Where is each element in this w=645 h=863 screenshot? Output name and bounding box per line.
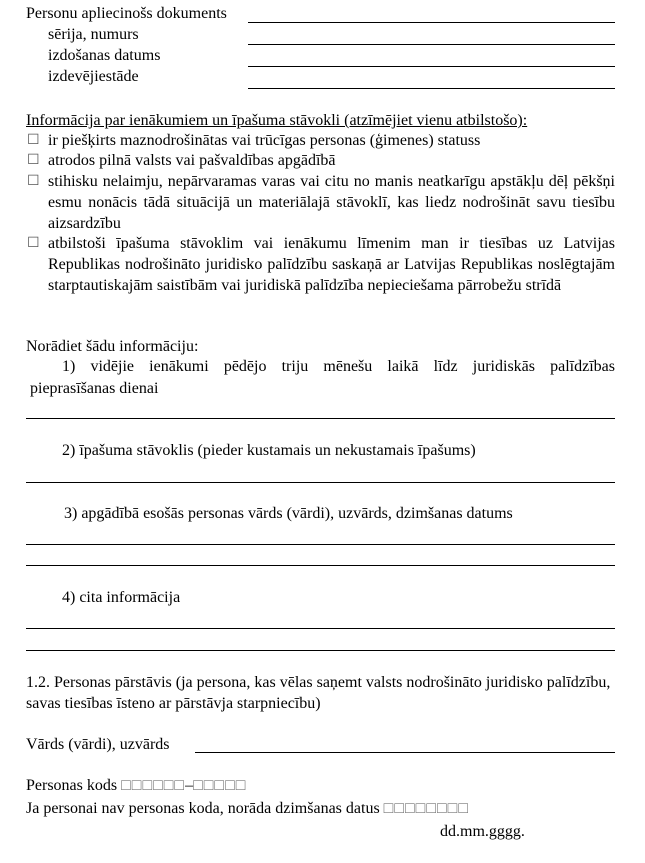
personal-code-dash: –: [185, 777, 194, 794]
issuer-label: izdevējiestāde: [48, 68, 139, 85]
option-2-text: atrodos pilnā valsts vai pašvaldības apgādībā: [48, 152, 336, 169]
checkbox-option-3[interactable]: ☐: [27, 174, 40, 189]
checkbox-option-2[interactable]: ☐: [27, 153, 40, 168]
question-3: 3) apgādībā esošās personas vārds (vārdi), uzvārds, dzimšanas datums: [64, 505, 513, 522]
question-1-line-1: 1) vidējie ienākumi pēdējo triju mēnešu laikā līdz juridiskās palīdzības: [62, 358, 615, 375]
question-4-field-1[interactable]: [26, 628, 615, 629]
question-2-field[interactable]: [26, 482, 615, 483]
question-1-line-2: pieprasīšanas dienai: [30, 380, 159, 397]
question-1-field[interactable]: [26, 418, 615, 419]
id-document-field[interactable]: [248, 22, 615, 23]
personal-code-label: Personas kods: [26, 777, 118, 794]
date-format-hint: dd.mm.gggg.: [440, 823, 525, 840]
question-3-field-1[interactable]: [26, 544, 615, 545]
no-code-label: Ja personai nav personas koda, norāda dzimšanas datus: [26, 800, 380, 817]
id-document-label: Personu apliecinošs dokuments: [26, 5, 227, 22]
info-heading: Informācija par ienākumiem un īpašuma stāvokli (atzīmējiet vienu atbilstošo):: [26, 112, 528, 129]
checkbox-option-4[interactable]: ☐: [27, 236, 40, 251]
question-3-field-2[interactable]: [26, 565, 615, 566]
checkbox-option-1[interactable]: ☐: [27, 133, 40, 148]
series-field[interactable]: [248, 44, 615, 45]
issue-date-field[interactable]: [248, 66, 615, 67]
name-label: Vārds (vārdi), uzvārds: [26, 736, 170, 753]
section-1-2-heading: 1.2. Personas pārstāvis (ja persona, kas vēlas saņemt valsts nodrošināto juridisko palīdzību, savas tiesības īsteno ar pārstāvja starpniecību): [26, 674, 611, 712]
question-2: 2) īpašuma stāvoklis (pieder kustamais un nekustamais īpašums): [62, 442, 476, 459]
no-code-row: [26, 798, 469, 819]
personal-code-boxes-2[interactable]: □□□□□: [193, 777, 247, 794]
question-4: 4) cita informācija: [62, 589, 181, 606]
issue-date-label: izdošanas datums: [48, 47, 161, 64]
personal-code-row: [26, 775, 246, 796]
option-4-text: atbilstoši īpašuma stāvoklim vai ienākumu līmenim man ir tiesības uz Latvijas Republikas nodrošināto juridisko palīdzību saskaņā ar Latvijas Republikas noslēgtajām starptautiskajām saistībām vai juridiskā palīdzība nepieciešama pārrobežu strīdā: [48, 235, 615, 294]
question-4-field-2[interactable]: [26, 650, 615, 651]
option-1-text: ir piešķirts maznodrošinātas vai trūcīgas personas (ģimenes) statuss: [48, 132, 481, 149]
birth-date-boxes[interactable]: □□□□□□□□: [383, 800, 469, 817]
issuer-field[interactable]: [248, 88, 615, 89]
series-label: sērija, numurs: [48, 26, 139, 43]
specify-label: Norādiet šādu informāciju:: [26, 338, 199, 355]
personal-code-boxes-1[interactable]: □□□□□□: [121, 777, 186, 794]
option-3-text: stihisku nelaimju, nepārvaramas varas vai citu no manis neatkarīgu apstākļu dēļ pēkšņi esmu nonācis tādā situācijā un materiālajā stāvoklī, kas liedz nodrošināt savu tiesību aizsardzību: [48, 173, 615, 232]
name-field[interactable]: [195, 752, 615, 753]
